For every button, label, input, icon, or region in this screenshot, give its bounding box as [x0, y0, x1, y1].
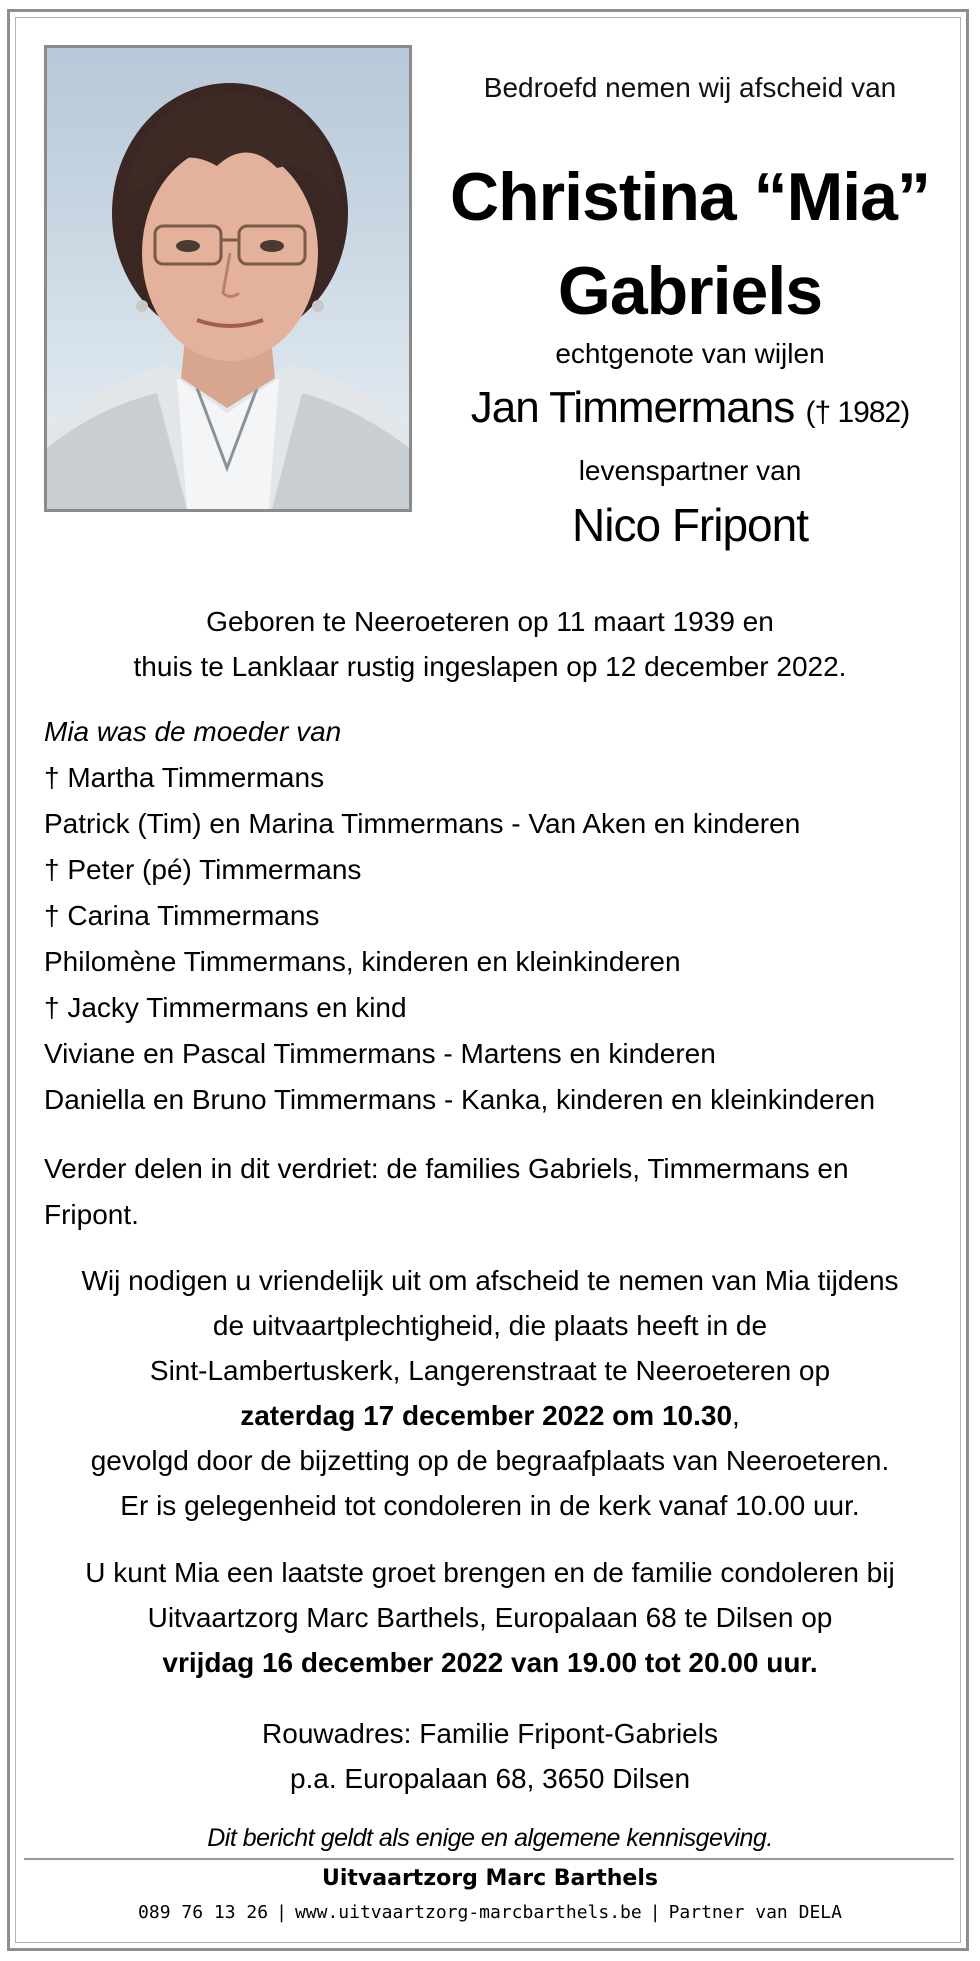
footer-phone: 089 76 13 26: [138, 1902, 269, 1923]
ceremony-date: [30, 1393, 950, 1438]
families-line-1: Verder delen in dit verdriet: de families Gabriels, Timmermans en: [44, 1153, 849, 1184]
child-item: † Carina Timmermans: [44, 900, 320, 931]
spouse-label: echtgenote van wijlen: [555, 338, 825, 369]
ceremony-date-bold: zaterdag 17 december 2022 om 10.30: [240, 1400, 733, 1431]
birth-line-1: Geboren te Neeroeteren op 11 maart 1939 en: [206, 606, 774, 637]
footer-divider: [24, 1858, 954, 1860]
spouse-line: [430, 383, 950, 433]
child-item: † Peter (pé) Timmermans: [44, 854, 362, 885]
child-item: † Martha Timmermans: [44, 762, 325, 793]
deceased-name-line1: Christina “Mia”: [450, 159, 930, 235]
footer-separator: |: [276, 1902, 287, 1923]
child-item: Philomène Timmermans, kinderen en kleinkinderen: [44, 946, 681, 977]
visitation-line-2: Uitvaartzorg Marc Barthels, Europalaan 68 te Dilsen op: [147, 1602, 833, 1633]
children-section: [44, 709, 944, 1123]
address-section: [30, 1711, 950, 1801]
child-item: Daniella en Bruno Timmermans - Kanka, kinderen en kleinkinderen: [44, 1084, 876, 1115]
birth-line-2: thuis te Lanklaar rustig ingeslapen op 12 december 2022.: [133, 651, 847, 682]
footer-separator: |: [649, 1902, 661, 1923]
families-section: [44, 1146, 944, 1238]
ceremony-line-3: Sint-Lambertuskerk, Langerenstraat te Neeroeteren op: [149, 1355, 831, 1386]
portrait-photo: [44, 45, 412, 512]
ceremony-line-6: Er is gelegenheid tot condoleren in de kerk vanaf 10.00 uur.: [120, 1490, 860, 1521]
child-item: † Jacky Timmermans en kind: [44, 992, 407, 1023]
visitation-line-1: U kunt Mia een laatste groet brengen en de familie condoleren bij: [85, 1557, 895, 1588]
child-item: Viviane en Pascal Timmermans - Martens en kinderen: [44, 1038, 716, 1069]
ceremony-line-2: de uitvaartplechtigheid, die plaats heeft in de: [212, 1310, 768, 1341]
portrait-illustration: [47, 48, 409, 509]
spouse-name: Jan Timmermans: [470, 383, 795, 432]
spouse-death: († 1982): [805, 396, 910, 429]
visitation-date: vrijdag 16 december 2022 van 19.00 tot 20.00 uur.: [162, 1647, 818, 1678]
footer-contact: [0, 1902, 980, 1923]
partner-label: levenspartner van: [578, 455, 802, 486]
ceremony-section: [30, 1258, 950, 1528]
child-item: Patrick (Tim) en Marina Timmermans - Van Aken en kinderen: [44, 808, 801, 839]
ceremony-date-suffix: ,: [732, 1400, 740, 1431]
footer-company: Uitvaartzorg Marc Barthels: [322, 1866, 658, 1891]
address-line-2: p.a. Europalaan 68, 3650 Dilsen: [289, 1763, 691, 1794]
ceremony-line-1: Wij nodigen u vriendelijk uit om afscheid te nemen van Mia tijdens: [81, 1265, 899, 1296]
visitation-section: [30, 1550, 950, 1685]
footer-website[interactable]: www.uitvaartzorg-marcbarthels.be: [294, 1902, 642, 1923]
notice-text: Dit bericht geldt als enige en algemene kennisgeving.: [207, 1824, 773, 1852]
ceremony-line-5: gevolgd door de bijzetting op de begraafplaats van Neeroeteren.: [90, 1445, 890, 1476]
partner-name: Nico Fripont: [572, 499, 808, 551]
families-line-2: Fripont.: [44, 1199, 139, 1230]
address-line-1: Rouwadres: Familie Fripont-Gabriels: [262, 1718, 718, 1749]
deceased-name: [430, 150, 950, 338]
footer-partner: Partner van DELA: [668, 1902, 842, 1923]
deceased-name-line2: Gabriels: [557, 253, 823, 329]
intro-text: Bedroefd nemen wij afscheid van: [483, 72, 897, 103]
children-heading: Mia was de moeder van: [44, 716, 342, 747]
